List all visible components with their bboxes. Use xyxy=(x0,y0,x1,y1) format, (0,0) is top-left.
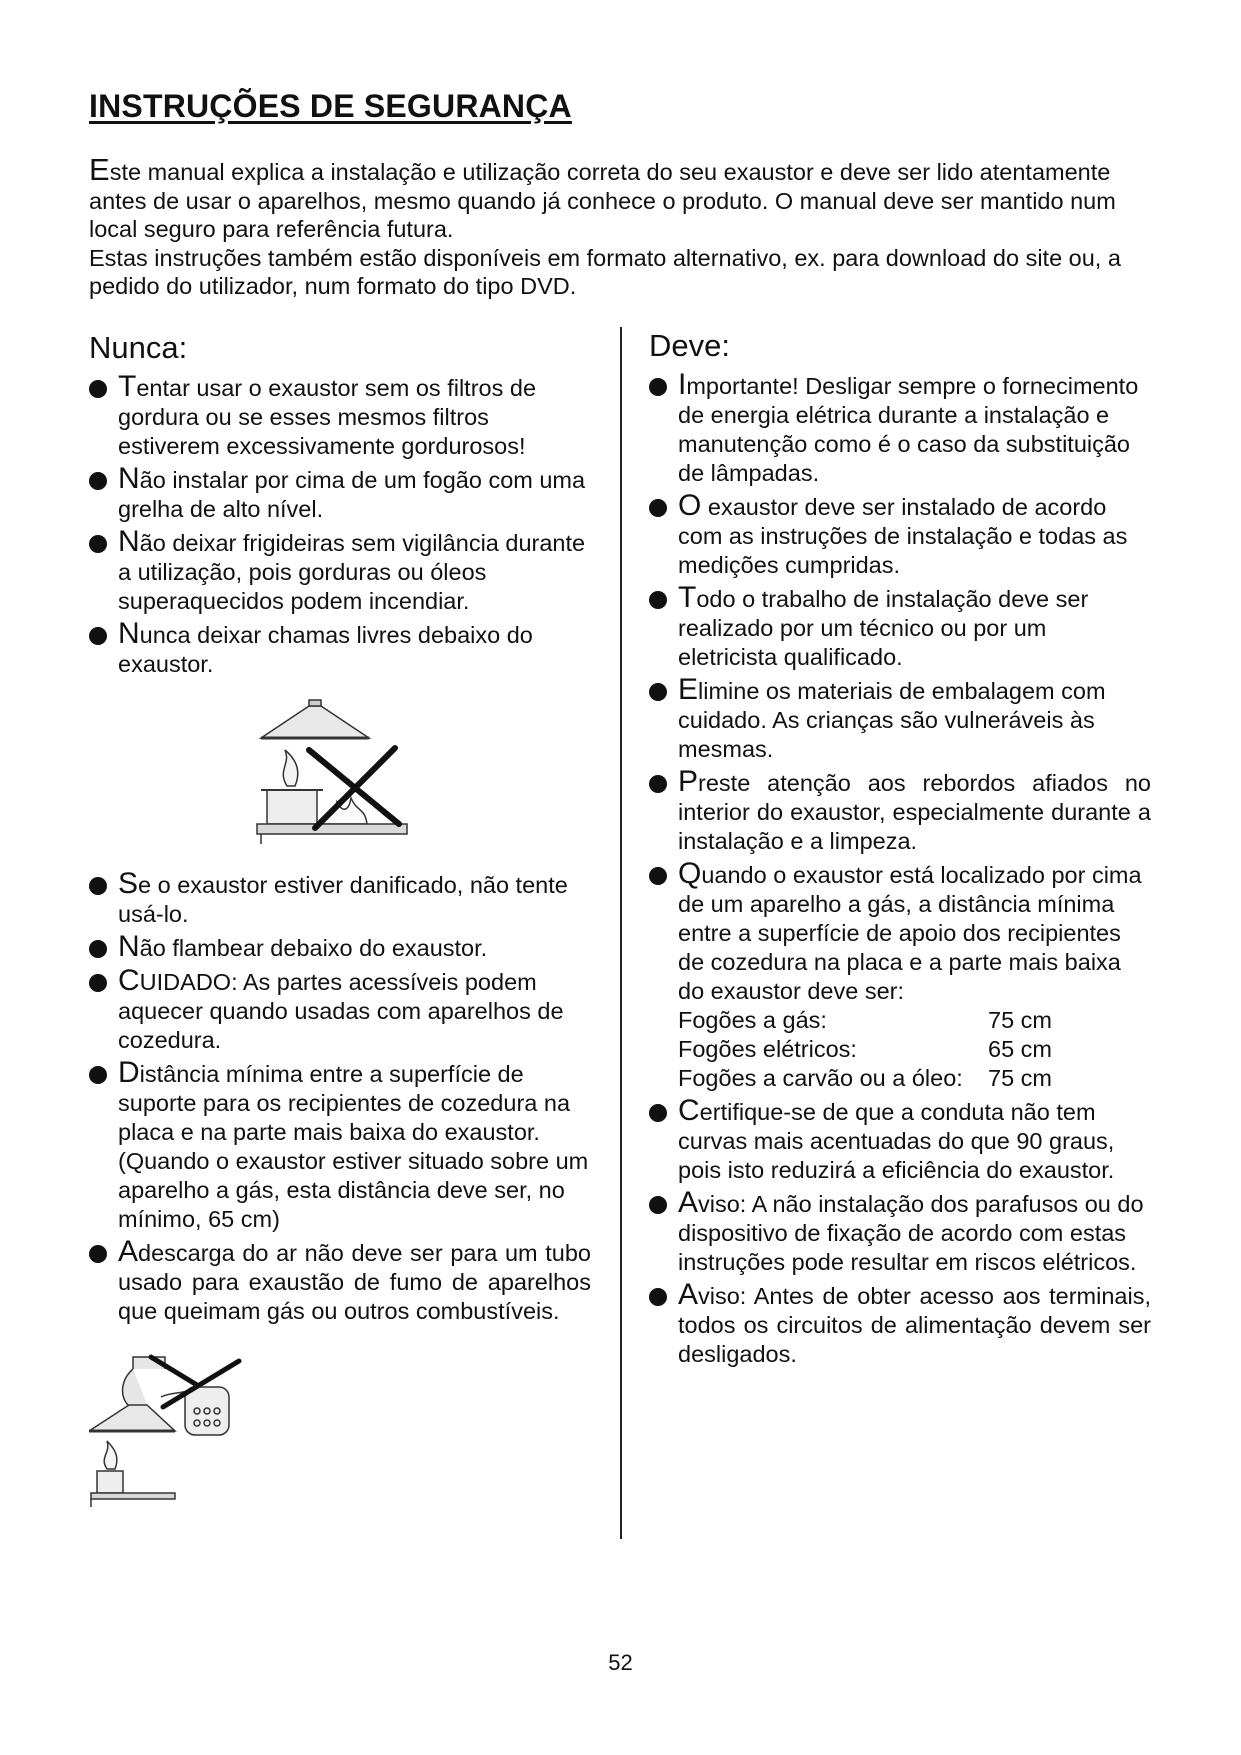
list-item: Não instalar por cima de um fogão com uma grelha de alto nível. xyxy=(89,466,591,524)
bullet-icon xyxy=(649,1104,667,1122)
distance-table xyxy=(678,1006,1052,1093)
bullet-icon xyxy=(649,1196,667,1214)
bullet-icon xyxy=(89,940,107,958)
list-item: Preste atenção aos rebordos afiados no interior do exaustor, especialmente durante a instalação e a limpeza. xyxy=(649,769,1151,856)
must-list xyxy=(649,368,1151,1369)
must-heading: Deve: xyxy=(649,328,730,363)
list-item: Não deixar frigideiras sem vigilância durante a utilização, pois gorduras ou óleos superaquecidos podem incendiar. xyxy=(89,529,591,616)
bullet-icon xyxy=(89,1066,107,1084)
must-column xyxy=(649,326,1151,1374)
intro-paragraph-2: Estas instruções também estão disponíveis em formato alternativo, ex. para download do site ou, a pedido do utilizador, num formato do tipo DVD. xyxy=(89,244,1121,299)
bullet-icon xyxy=(649,499,667,517)
list-item: Não flambear debaixo do exaustor. xyxy=(89,934,591,963)
list-item: Se o exaustor estiver danificado, não tente usá-lo. xyxy=(89,871,591,929)
bullet-icon xyxy=(89,535,107,553)
page-title: INSTRUÇÕES DE SEGURANÇA xyxy=(89,88,572,124)
never-column xyxy=(89,328,591,1526)
no-open-flame-illustration xyxy=(249,698,419,848)
intro-text xyxy=(89,152,1159,301)
bullet-icon xyxy=(649,1288,667,1306)
bullet-icon xyxy=(649,378,667,396)
table-row: Fogões a carvão ou a óleo: 75 cm xyxy=(678,1065,1052,1091)
list-item: Certifique-se de que a conduta não tem curvas mais acentuadas do que 90 graus, pois isto reduzirá a eficiência do exaustor. xyxy=(649,1098,1151,1185)
no-shared-flue-illustration xyxy=(89,1351,249,1521)
intro-paragraph-1: Este manual explica a instalação e utilização correta do seu exaustor e deve ser lido atentamente antes de usar o aparelhos, mesmo quando já conhece o produto. O manual deve ser mantido num local seguro para referência futura. xyxy=(89,152,1116,242)
bullet-icon xyxy=(89,380,107,398)
table-row: Fogões a gás: 75 cm xyxy=(678,1007,1052,1033)
bullet-icon xyxy=(89,627,107,645)
list-item: Importante! Desligar sempre o fornecimento de energia elétrica durante a instalação e manutenção como é o caso da substituição de lâmpadas. xyxy=(649,372,1151,488)
list-item: O exaustor deve ser instalado de acordo com as instruções de instalação e todas as medições cumpridas. xyxy=(649,493,1151,580)
bullet-icon xyxy=(649,867,667,885)
list-item: Elimine os materiais de embalagem com cuidado. As crianças são vulneráveis às mesmas. xyxy=(649,677,1151,764)
page-number: 52 xyxy=(608,1650,633,1675)
bullet-icon xyxy=(89,974,107,992)
list-item: Nunca deixar chamas livres debaixo do exaustor. xyxy=(89,621,591,679)
list-item: Aviso: Antes de obter acesso aos terminais, todos os circuitos de alimentação devem ser desligados. xyxy=(649,1282,1151,1369)
list-item: CUIDADO: As partes acessíveis podem aquecer quando usadas com aparelhos de cozedura. xyxy=(89,968,591,1055)
list-item: Todo o trabalho de instalação deve ser realizado por um técnico ou por um eletricista qualificado. xyxy=(649,585,1151,672)
list-item: Tentar usar o exaustor sem os filtros de gordura ou se esses mesmos filtros estiverem excessivamente gordurosos! xyxy=(89,374,591,461)
bullet-icon xyxy=(89,1245,107,1263)
bullet-icon xyxy=(649,775,667,793)
never-list-continued xyxy=(89,867,591,1326)
column-divider xyxy=(620,327,622,1539)
list-item: Aviso: A não instalação dos parafusos ou do dispositivo de fixação de acordo com estas instruções pode resultar em riscos elétricos. xyxy=(649,1190,1151,1277)
drop-cap: E xyxy=(89,152,110,187)
bullet-icon xyxy=(89,877,107,895)
never-heading: Nunca: xyxy=(89,330,188,365)
bullet-icon xyxy=(649,683,667,701)
never-list xyxy=(89,370,591,679)
bullet-icon xyxy=(649,591,667,609)
list-item: Adescarga do ar não deve ser para um tubo usado para exaustão de fumo de aparelhos que queimam gás ou outros combustíveis. xyxy=(89,1239,591,1326)
list-item: Quando o exaustor está localizado por cima de um aparelho a gás, a distância mínima entre a superfície de apoio dos recipientes de cozedura na placa e a parte mais baixa do exaustor deve ser: Fogões a gás: 75 cm Fogões elétricos: 65 cm Fogões a carvão ou a óleo: 75 cm xyxy=(649,861,1151,1093)
table-row: Fogões elétricos: 65 cm xyxy=(678,1036,1052,1062)
list-item: Distância mínima entre a superfície de suporte para os recipientes de cozedura na placa e na parte mais baixa do exaustor. (Quando o exaustor estiver situado sobre um aparelho a gás, esta distância deve ser, no mínimo, 65 cm) xyxy=(89,1060,591,1234)
bullet-icon xyxy=(89,472,107,490)
